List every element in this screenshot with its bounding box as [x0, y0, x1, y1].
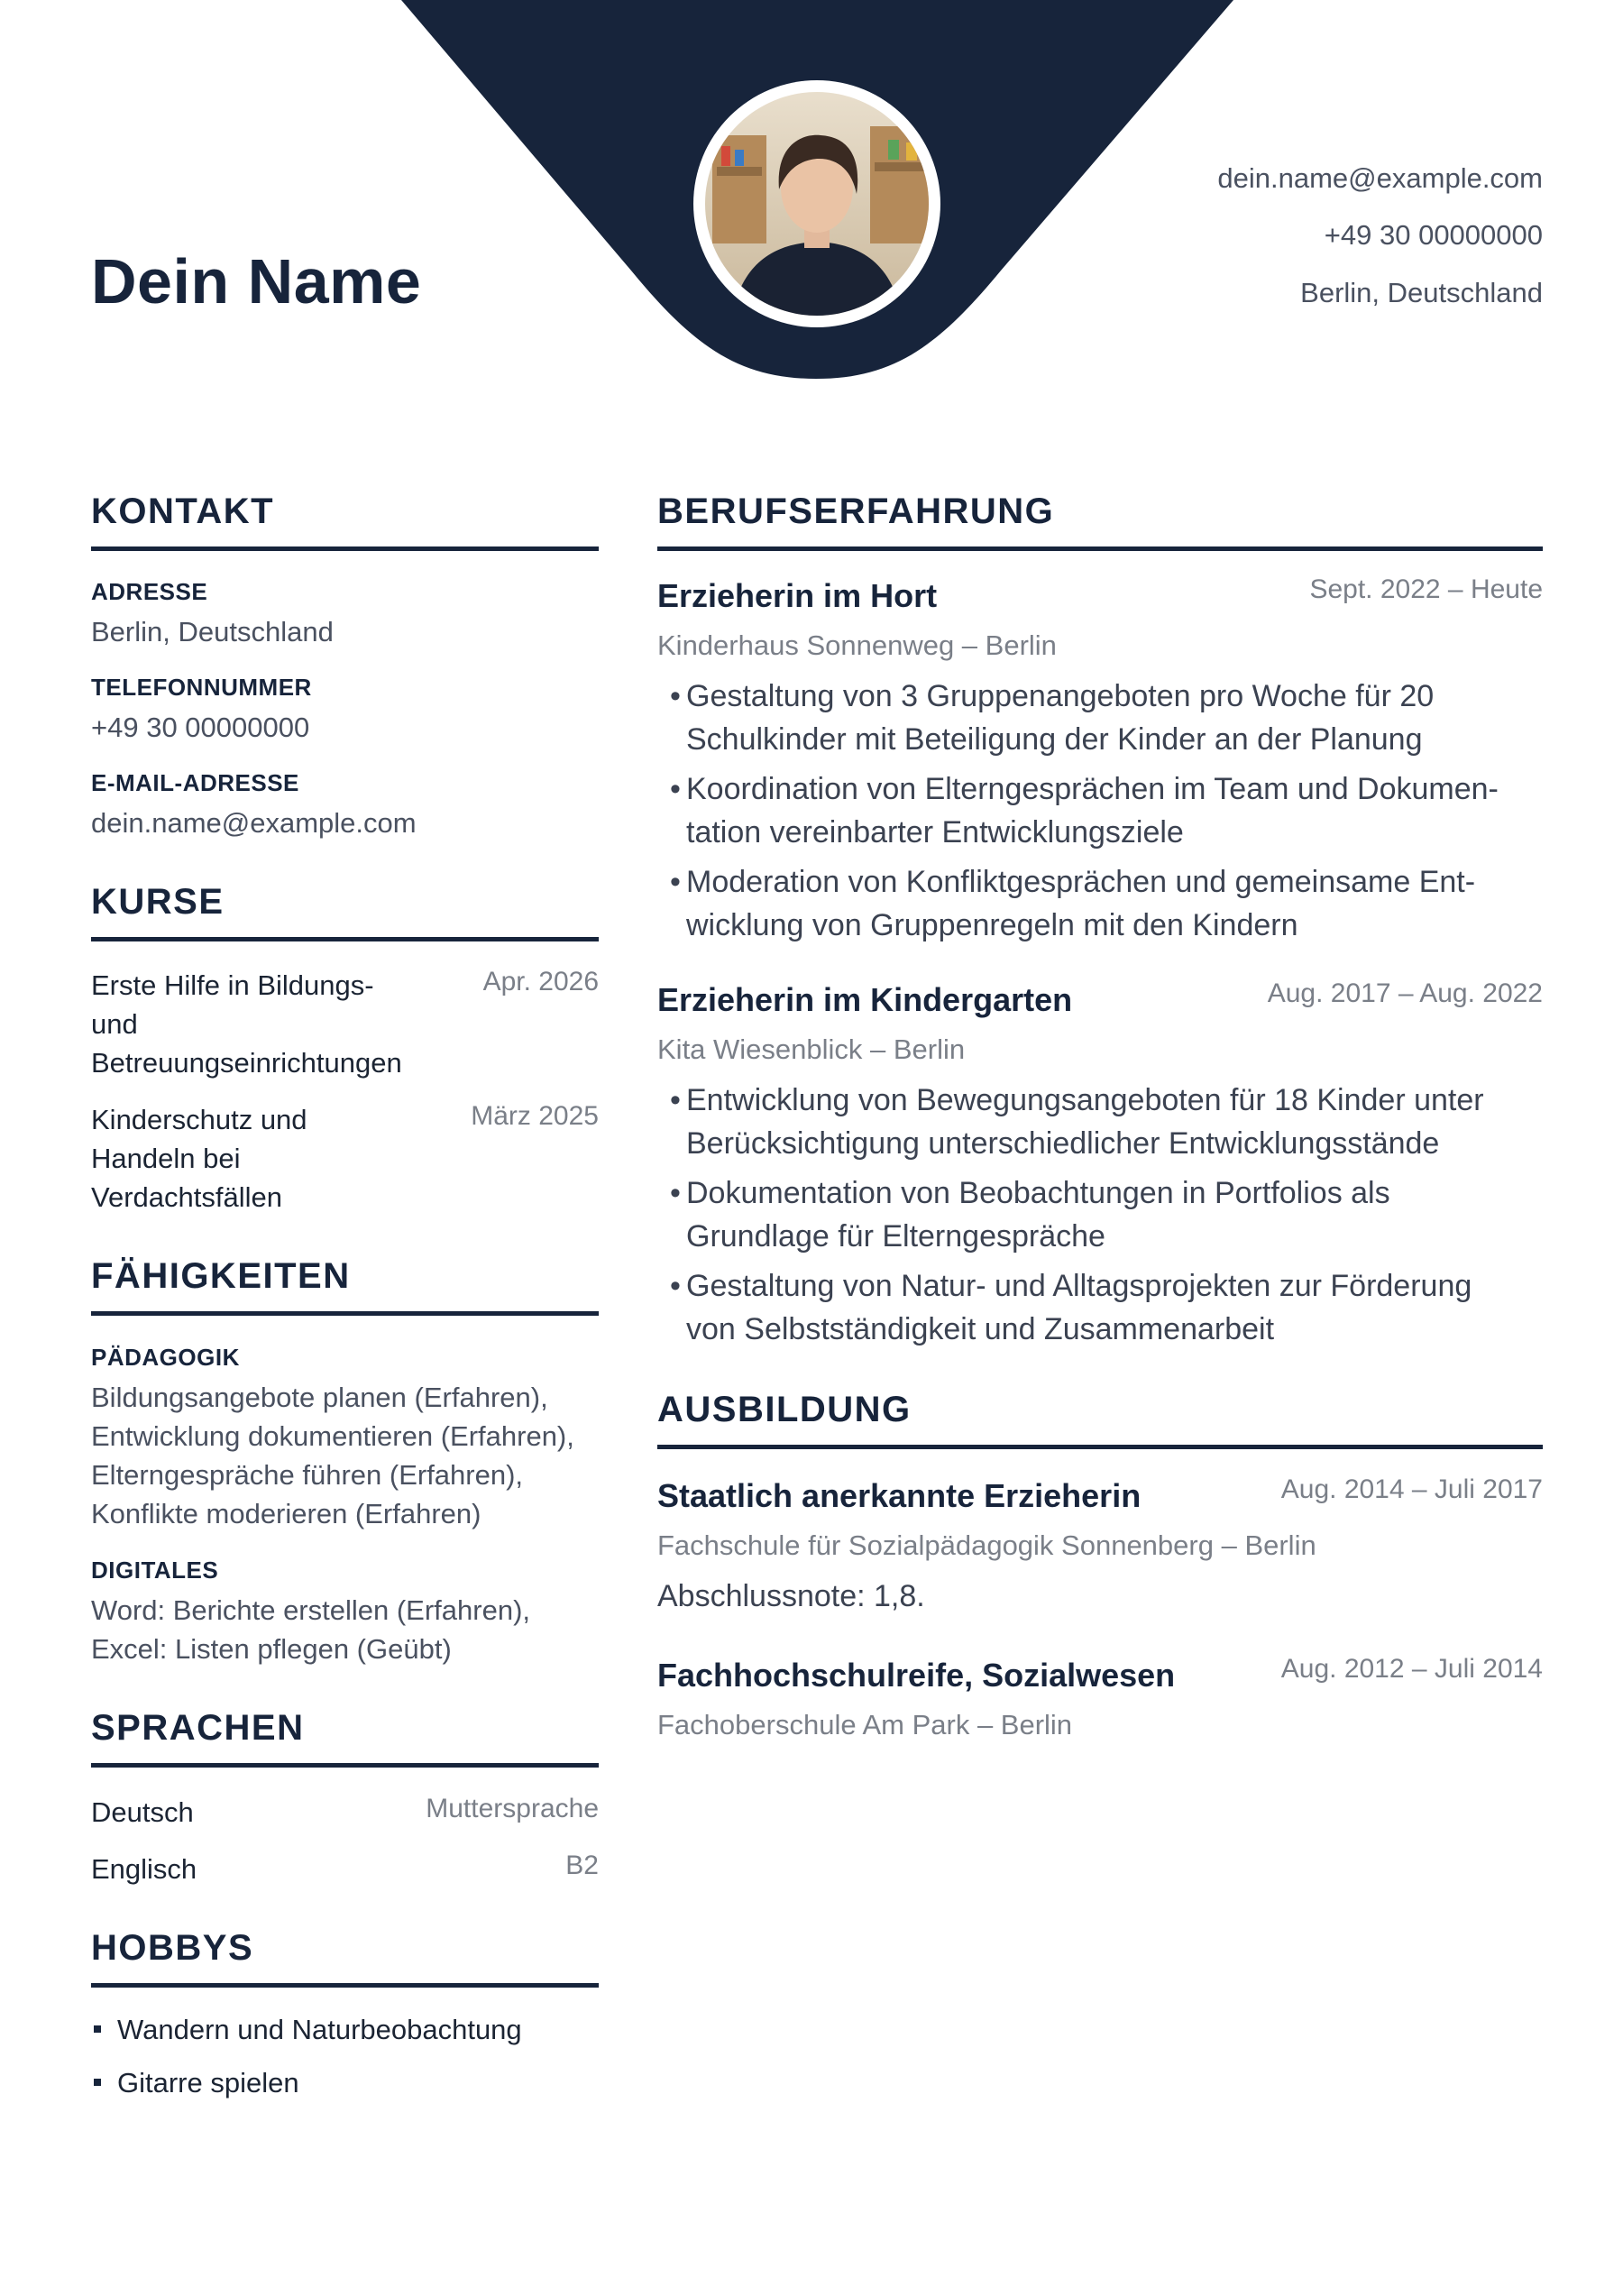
job-bullet	[670, 767, 1499, 854]
education-institution: Fachoberschule Am Park – Berlin	[657, 1709, 1073, 1740]
bullet-line: Entwicklung von Bewegungsangeboten für 18 Kinder unter	[686, 1083, 1484, 1117]
job-title: Erzieherin im Hort	[657, 577, 938, 614]
section-title-kurse: KURSE	[91, 882, 225, 922]
bullet-dot-icon: •	[670, 1269, 681, 1303]
course-name-line: Betreuungseinrichtungen	[91, 1047, 402, 1079]
hobby-item	[94, 2014, 522, 2046]
education-date: Aug. 2014 – Juli 2017	[1280, 1474, 1543, 1504]
section-rule	[657, 1445, 1543, 1449]
education-institution: Fachschule für Sozialpädagogik Sonnenberg – Berlin	[657, 1529, 1316, 1561]
bullet-square-icon	[94, 2025, 101, 2033]
header-email[interactable]: dein.name@example.com	[1217, 162, 1543, 194]
bullet-dot-icon: •	[670, 679, 681, 713]
bullet-dot-icon: •	[670, 1176, 681, 1210]
bullet-square-icon	[94, 2079, 101, 2086]
section-title-berufserfahrung: BERUFSERFAHRUNG	[657, 491, 1055, 531]
section-rule	[91, 1311, 599, 1316]
skill-group-label: PÄDAGOGIK	[91, 1344, 240, 1371]
bullet-dot-icon: •	[670, 865, 681, 899]
section-rule	[91, 937, 599, 941]
profile-photo	[693, 80, 940, 327]
course-name-line: Handeln bei	[91, 1143, 241, 1174]
education-note: Abschlussnote: 1,8.	[657, 1579, 925, 1613]
contact-label-address: ADRESSE	[91, 578, 208, 605]
language-level: B2	[565, 1851, 599, 1880]
skill-group-label: DIGITALES	[91, 1557, 219, 1584]
course-name-line: Verdachtsfällen	[91, 1181, 282, 1213]
job-organization: Kita Wiesenblick – Berlin	[657, 1033, 966, 1065]
education-title: Fachhochschulreife, Sozialwesen	[657, 1657, 1176, 1694]
education-title: Staatlich anerkannte Erzieherin	[657, 1477, 1142, 1514]
contact-value-email[interactable]: dein.name@example.com	[91, 807, 417, 839]
bullet-dot-icon: •	[670, 772, 681, 806]
contact-label-email: E-MAIL-ADRESSE	[91, 769, 299, 796]
hobby-item	[94, 2067, 299, 2099]
skill-line: Konflikte moderieren (Erfahren)	[91, 1498, 481, 1529]
job-bullet	[670, 1264, 1472, 1351]
header-background	[0, 0, 1623, 415]
section-title-kontakt: KONTAKT	[91, 491, 275, 531]
header-phone[interactable]: +49 30 00000000	[1324, 219, 1543, 251]
skill-line: Bildungsangebote planen (Erfahren),	[91, 1382, 548, 1413]
header-location: Berlin, Deutschland	[1300, 277, 1543, 308]
contact-value-phone[interactable]: +49 30 00000000	[91, 712, 310, 743]
bullet-line: Berücksichtigung unterschiedlicher Entwicklungsstände	[686, 1126, 1440, 1161]
skill-line: Word: Berichte erstellen (Erfahren),	[91, 1594, 531, 1626]
course-name-line: Erste Hilfe in Bildungs-	[91, 969, 374, 1001]
job-bullet	[670, 860, 1475, 947]
section-rule	[91, 546, 599, 551]
bullet-line: Koordination von Elterngesprächen im Team und Dokumen-	[686, 772, 1499, 806]
skill-line: Entwicklung dokumentieren (Erfahren),	[91, 1420, 574, 1452]
job-title: Erzieherin im Kindergarten	[657, 981, 1073, 1018]
job-bullet	[670, 675, 1434, 761]
course-name-line: und	[91, 1008, 138, 1040]
skill-line: Elterngespräche führen (Erfahren),	[91, 1459, 524, 1491]
job-date: Sept. 2022 – Heute	[1309, 574, 1543, 604]
bullet-line: Moderation von Konfliktgesprächen und gemeinsame Ent-	[686, 865, 1476, 899]
bullet-line: tation vereinbarter Entwicklungsziele	[686, 815, 1184, 850]
section-rule	[91, 1763, 599, 1768]
section-title-faehigkeiten: FÄHIGKEITEN	[91, 1256, 351, 1296]
education-date: Aug. 2012 – Juli 2014	[1280, 1654, 1543, 1684]
bullet-line: wicklung von Gruppenregeln mit den Kindern	[686, 908, 1298, 942]
bullet-line: Grundlage für Elterngespräche	[686, 1219, 1105, 1254]
course-date: März 2025	[471, 1101, 599, 1131]
bullet-line: von Selbstständigkeit und Zusammenarbeit	[686, 1312, 1275, 1346]
bullet-line: Schulkinder mit Beteiligung der Kinder an der Planung	[686, 722, 1423, 757]
skill-line: Excel: Listen pflegen (Geübt)	[91, 1633, 452, 1665]
bullet-line: Dokumentation von Beobachtungen in Portfolios als	[686, 1176, 1390, 1210]
job-organization: Kinderhaus Sonnenweg – Berlin	[657, 629, 1057, 661]
bullet-line: Gestaltung von 3 Gruppenangeboten pro Woche für 20	[686, 679, 1435, 713]
contact-label-phone: TELEFONNUMMER	[91, 674, 312, 701]
job-date: Aug. 2017 – Aug. 2022	[1267, 978, 1543, 1008]
language-name: Deutsch	[91, 1796, 194, 1828]
hobby-text: Wandern und Naturbeobachtung	[117, 2014, 522, 2045]
section-title-ausbildung: AUSBILDUNG	[657, 1390, 912, 1429]
bullet-line: Gestaltung von Natur- und Alltagsprojekten zur Förderung	[686, 1269, 1472, 1303]
language-name: Englisch	[91, 1853, 197, 1885]
job-bullet	[670, 1171, 1390, 1258]
language-level: Muttersprache	[426, 1794, 599, 1823]
course-name-line: Kinderschutz und	[91, 1104, 307, 1135]
hobby-text: Gitarre spielen	[117, 2067, 299, 2099]
bullet-dot-icon: •	[670, 1083, 681, 1117]
course-date: Apr. 2026	[482, 967, 599, 996]
section-title-sprachen: SPRACHEN	[91, 1708, 305, 1748]
section-rule	[91, 1983, 599, 1988]
contact-value-address: Berlin, Deutschland	[91, 616, 334, 647]
section-title-hobbys: HOBBYS	[91, 1928, 254, 1968]
job-bullet	[670, 1079, 1484, 1165]
person-name: Dein Name	[91, 246, 422, 317]
section-rule	[657, 546, 1543, 551]
